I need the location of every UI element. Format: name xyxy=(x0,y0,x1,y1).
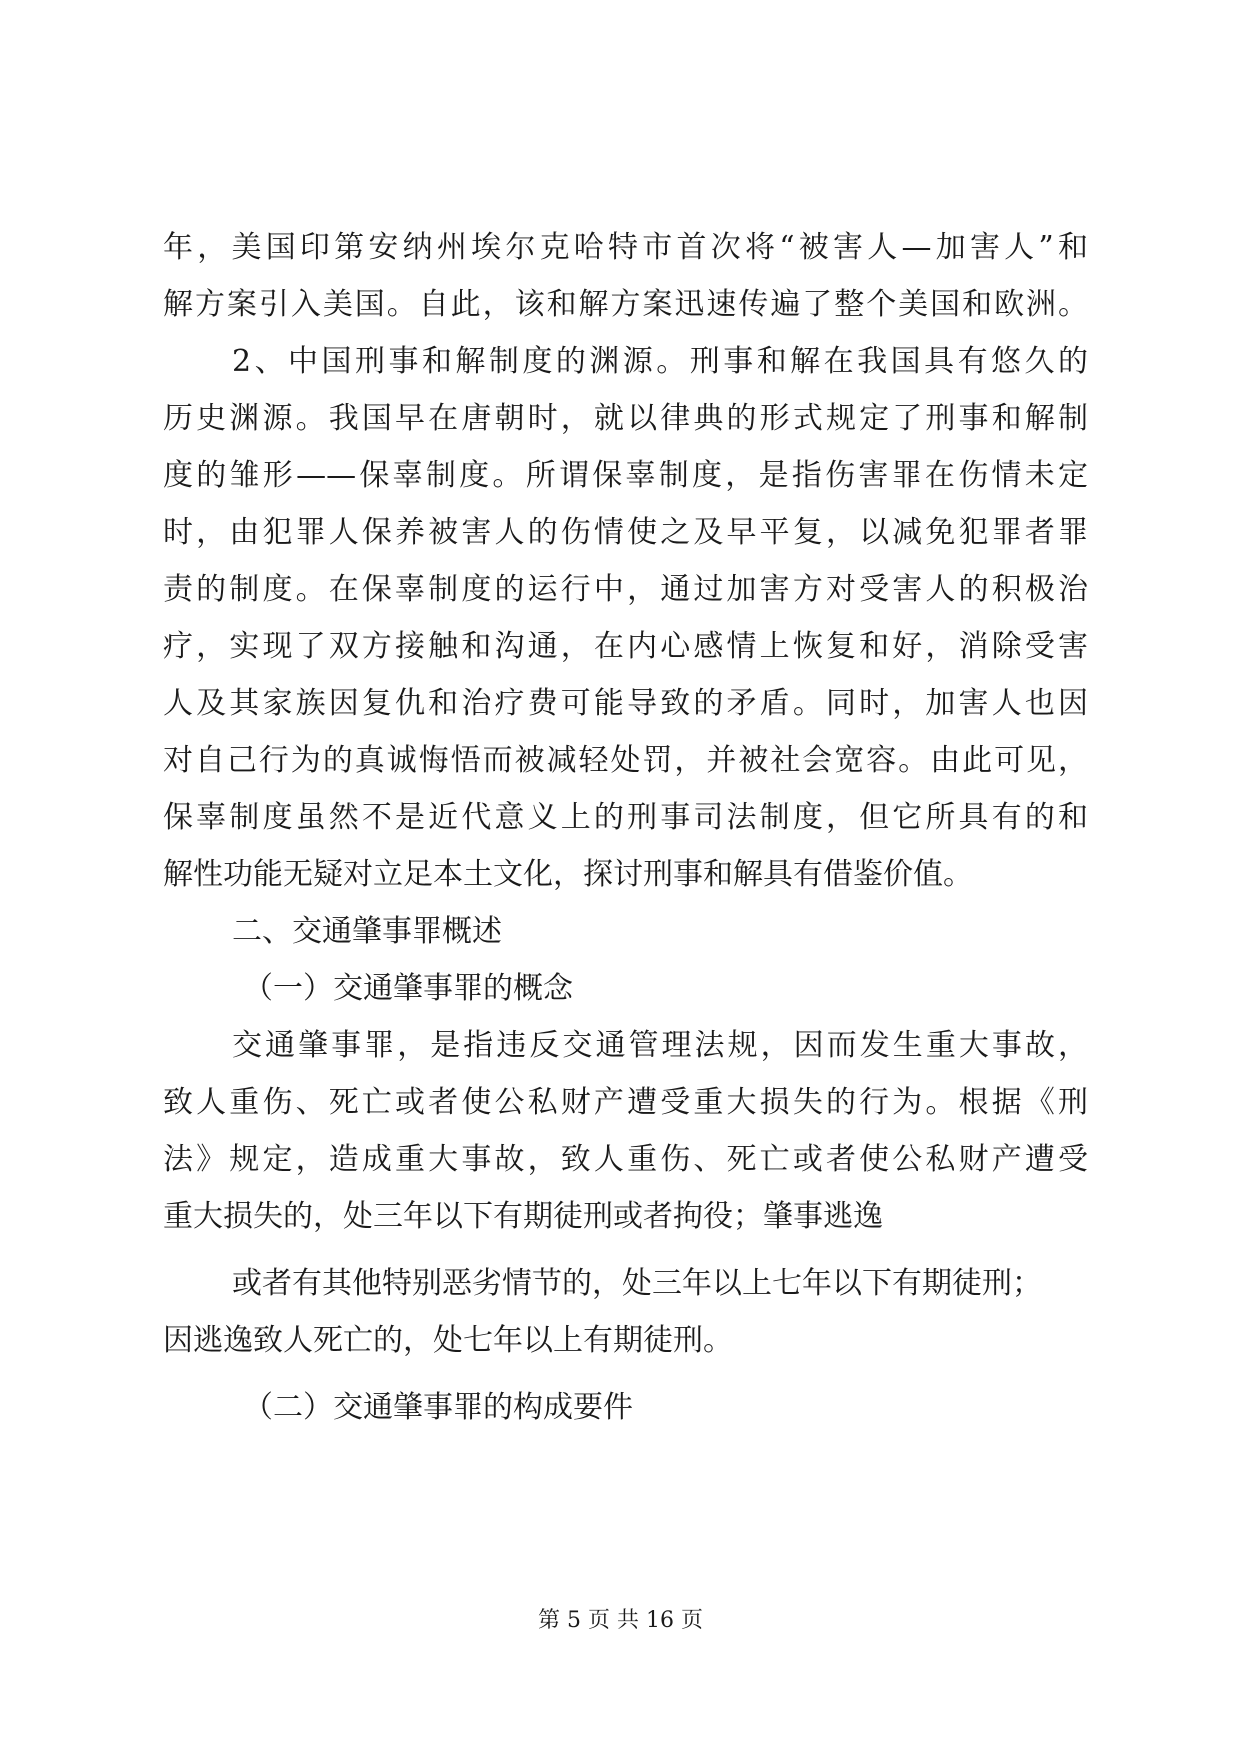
text-line: 致人重伤、死亡或者使公私财产遭受重大损失的行为。根据《刑 xyxy=(163,1085,1088,1120)
text-line: 年，美国印第安纳州埃尔克哈特市首次将“被害人—加害人”和 xyxy=(163,230,1088,265)
text-line: 保辜制度虽然不是近代意义上的刑事司法制度，但它所具有的和 xyxy=(163,800,1088,835)
text-line: 时，由犯罪人保养被害人的伤情使之及早平复，以减免犯罪者罪 xyxy=(163,515,1088,550)
subsection-heading: （一）交通肇事罪的概念 xyxy=(243,971,573,1006)
subsection-heading: （二）交通肇事罪的构成要件 xyxy=(243,1390,633,1425)
text-line: 法》规定，造成重大事故，致人重伤、死亡或者使公私财产遭受 xyxy=(163,1142,1088,1177)
text-line: 解性功能无疑对立足本土文化，探讨刑事和解具有借鉴价值。 xyxy=(163,857,973,892)
text-line: 人及其家族因复仇和治疗费可能导致的矛盾。同时，加害人也因 xyxy=(163,686,1088,721)
text-line: 疗，实现了双方接触和沟通，在内心感情上恢复和好，消除受害 xyxy=(163,629,1088,664)
text-line: 或者有其他特别恶劣情节的，处三年以上七年以下有期徒刑； xyxy=(232,1266,1042,1301)
section-heading: 二、交通肇事罪概述 xyxy=(232,914,502,949)
text-line: 度的雏形——保辜制度。所谓保辜制度，是指伤害罪在伤情未定 xyxy=(163,458,1088,493)
text-line: 因逃逸致人死亡的，处七年以上有期徒刑。 xyxy=(163,1323,733,1358)
text-line: 解方案引入美国。自此，该和解方案迅速传遍了整个美国和欧洲。 xyxy=(163,287,1088,322)
text-line: 交通肇事罪，是指违反交通管理法规，因而发生重大事故， xyxy=(232,1028,1088,1063)
text-line: 重大损失的，处三年以下有期徒刑或者拘役；肇事逃逸 xyxy=(163,1199,883,1234)
text-line: 历史渊源。我国早在唐朝时，就以律典的形式规定了刑事和解制 xyxy=(163,401,1088,436)
text-line: 2、中国刑事和解制度的渊源。刑事和解在我国具有悠久的 xyxy=(232,344,1088,379)
text-line: 责的制度。在保辜制度的运行中，通过加害方对受害人的积极治 xyxy=(163,572,1088,607)
page-number-footer: 第 5 页 共 16 页 xyxy=(538,1608,703,1633)
text-line: 对自己行为的真诚悔悟而被减轻处罚，并被社会宽容。由此可见， xyxy=(163,743,1088,778)
